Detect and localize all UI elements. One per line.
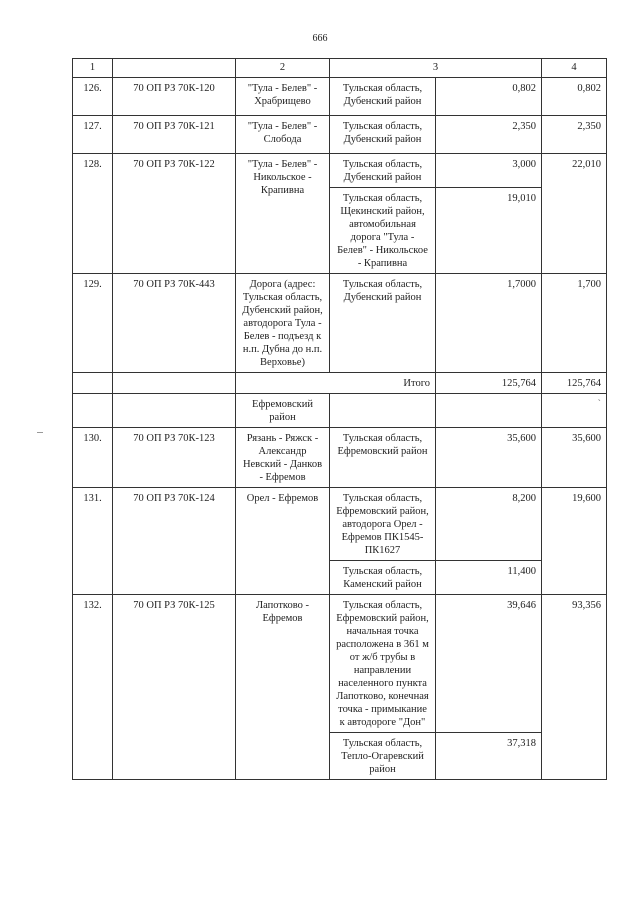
segment-region: Тульская область, Щекинский район, автомобильная дорога "Тула - Белев" - Никольское - Крапивна (330, 188, 436, 274)
table-row (73, 154, 607, 188)
section-empty (73, 394, 113, 428)
section-title: Ефремовский район (236, 394, 330, 428)
road-name: "Тула - Белев" - Слобода (236, 116, 330, 154)
segment-length: 8,200 (436, 488, 542, 561)
grand-total: 125,764 (542, 373, 607, 394)
road-total: 19,600 (542, 488, 607, 595)
road-name: Рязань - Ряжск - Александр Невский - Данков - Ефремов (236, 428, 330, 488)
road-name: "Тула - Белев" - Никольское - Крапивна (236, 154, 330, 274)
road-code: 70 ОП РЗ 70К-121 (113, 116, 236, 154)
segment-region: Тульская область, Дубенский район (330, 274, 436, 373)
road-total: 35,600 (542, 428, 607, 488)
road-code: 70 ОП РЗ 70К-120 (113, 78, 236, 116)
table-row (73, 78, 607, 116)
road-total: 22,010 (542, 154, 607, 274)
road-name: Лапотково - Ефремов (236, 595, 330, 780)
table-row (73, 116, 607, 154)
segment-region: Тульская область, Ефремовский район, автодорога Орел - Ефремов ПК1545-ПК1627 (330, 488, 436, 561)
road-name: Орел - Ефремов (236, 488, 330, 595)
header-col-1b (113, 59, 236, 78)
margin-mark (37, 432, 43, 433)
row-number: 129. (73, 274, 113, 373)
header-col-2: 2 (236, 59, 330, 78)
road-code: 70 ОП РЗ 70К-123 (113, 428, 236, 488)
segment-region: Тульская область, Тепло-Огаревский район (330, 733, 436, 780)
table-row (73, 428, 607, 488)
total-empty (113, 373, 236, 394)
segment-length: 39,646 (436, 595, 542, 733)
segment-region: Тульская область, Каменский район (330, 561, 436, 595)
row-number: 131. (73, 488, 113, 595)
table-row (73, 488, 607, 561)
road-name: "Тула - Белев" - Храбрищево (236, 78, 330, 116)
segment-length: 19,010 (436, 188, 542, 274)
header-row (73, 59, 607, 78)
road-code: 70 ОП РЗ 70К-124 (113, 488, 236, 595)
road-name: Дорога (адрес: Тульская область, Дубенский район, автодорога Тула - Белев - подъезд к н.п. Дубна до н.п. Верховье) (236, 274, 330, 373)
road-code: 70 ОП РЗ 70К-443 (113, 274, 236, 373)
segment-length: 35,600 (436, 428, 542, 488)
section-row (73, 394, 607, 428)
section-empty (113, 394, 236, 428)
segment-region: Тульская область, Дубенский район (330, 154, 436, 188)
segment-length: 11,400 (436, 561, 542, 595)
header-col-1: 1 (73, 59, 113, 78)
roads-table (72, 58, 607, 780)
road-code: 70 ОП РЗ 70К-125 (113, 595, 236, 780)
segment-region: Тульская область, Дубенский район (330, 78, 436, 116)
road-total: 93,356 (542, 595, 607, 780)
segment-region: Тульская область, Ефремовский район (330, 428, 436, 488)
row-number: 127. (73, 116, 113, 154)
road-code: 70 ОП РЗ 70К-122 (113, 154, 236, 274)
segment-region: Тульская область, Дубенский район (330, 116, 436, 154)
road-total: 2,350 (542, 116, 607, 154)
table-row (73, 274, 607, 373)
header-col-4: 4 (542, 59, 607, 78)
road-total: 1,700 (542, 274, 607, 373)
total-length: 125,764 (436, 373, 542, 394)
segment-length: 2,350 (436, 116, 542, 154)
section-mark: ` (542, 394, 607, 428)
row-number: 126. (73, 78, 113, 116)
section-empty (436, 394, 542, 428)
header-col-3: 3 (330, 59, 542, 78)
segment-length: 3,000 (436, 154, 542, 188)
row-number: 132. (73, 595, 113, 780)
row-number: 130. (73, 428, 113, 488)
segment-region: Тульская область, Ефремовский район, начальная точка расположена в 361 м от ж/б трубы в направлении населенного пункта Лапотково, конечная точка - примыкание к автодороге "Дон" (330, 595, 436, 733)
total-label: Итого (236, 373, 436, 394)
table-row (73, 595, 607, 733)
road-total: 0,802 (542, 78, 607, 116)
segment-length: 37,318 (436, 733, 542, 780)
total-empty (73, 373, 113, 394)
segment-length: 0,802 (436, 78, 542, 116)
section-empty (330, 394, 436, 428)
segment-length: 1,7000 (436, 274, 542, 373)
page-number: 666 (312, 33, 328, 44)
total-row (73, 373, 607, 394)
row-number: 128. (73, 154, 113, 274)
